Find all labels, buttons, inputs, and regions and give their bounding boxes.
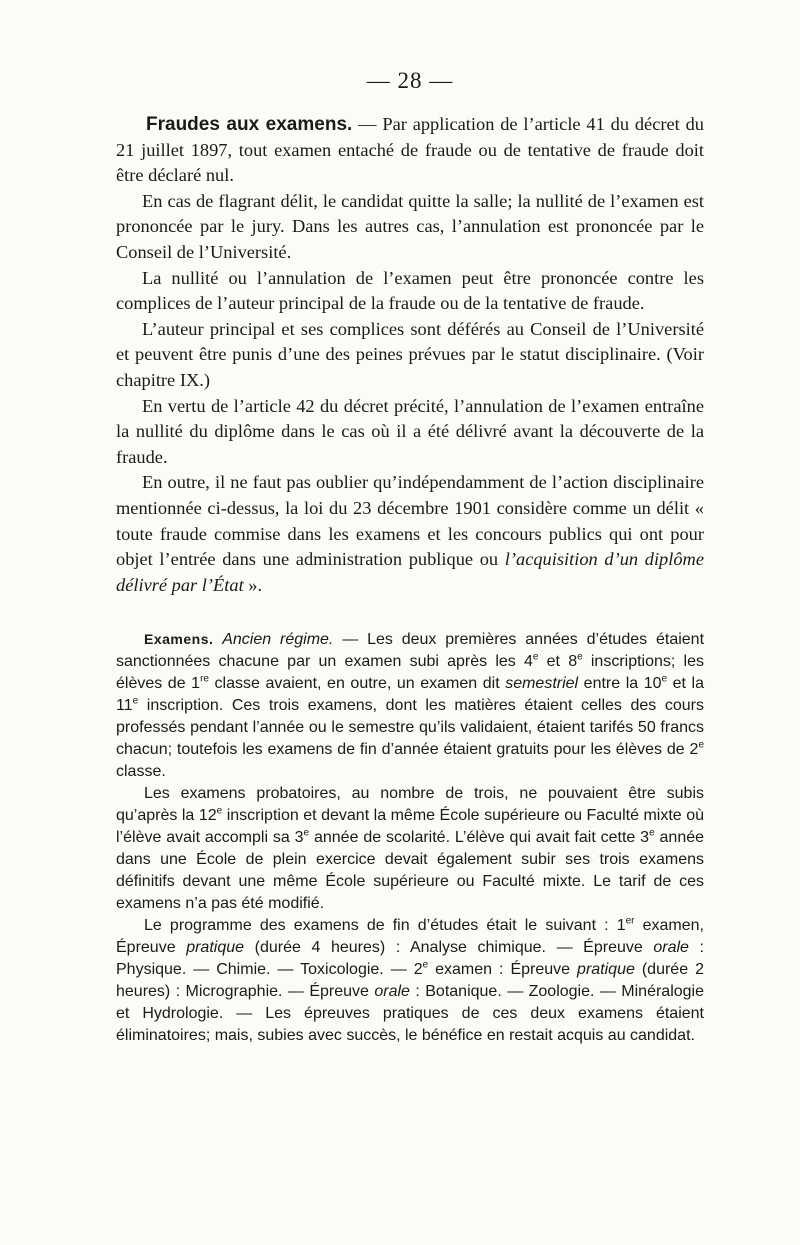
subheading: Ancien régime. <box>222 631 334 649</box>
page-number: — 28 — <box>366 68 454 93</box>
italic-quote: l’acquisition d’un diplôme délivré par l’État <box>116 549 705 595</box>
section-fraudes <box>116 112 704 598</box>
paragraph: L’auteur principal et ses complices sont déférés au Conseil de l’Université et peuvent être punis d’une des peines prévues par le statut disciplinaire. (Voir chapitre IX.) <box>116 318 704 390</box>
paragraph: En outre, il ne faut pas oublier qu’indépendamment de l’action disciplinaire mentionnée ci-dessus, la loi du 23 décembre 1901 considère comme un délit « toute fraude commise dans les examens et les concours publics qui ont pour objet l’entrée dans une administration publique ou l’acquisition d’un diplôme délivré par l’État ». <box>116 472 705 595</box>
paragraph: La nullité ou l’annulation de l’examen peut être prononcée contre les complices de l’auteur principal de la fraude ou de la tentative de fraude. <box>116 267 704 314</box>
paragraph: En cas de flagrant délit, le candidat quitte la salle; la nullité de l’examen est prononcée par le jury. Dans les autres cas, l’annulation est prononcée par le Conseil de l’Université. <box>116 190 704 262</box>
section-heading: Fraudes aux examens. <box>146 114 353 135</box>
paragraph: Les examens probatoires, au nombre de trois, ne pouvaient être subis qu’après la 12e inscription et devant la même École supérieure ou Faculté mixte où l’élève avait accompli sa 3e année de scolarité. L’élève qui avait fait cette 3e année dans une École de plein exercice devait également subir ses trois examens définitifs devant une même École supérieure ou Faculté mixte. Le tarif de ces examens n’a pas été modifié. <box>116 785 705 913</box>
paragraph: En vertu de l’article 42 du décret précité, l’annulation de l’examen entraîne la nullité du diplôme dans le cas où il a été délivré avant la découverte de la fraude. <box>116 395 704 467</box>
section-heading: Examens. <box>144 631 214 648</box>
section-examens <box>116 628 704 1047</box>
paragraph: Fraudes aux examens. — Par application de l’article 41 du décret du 21 juillet 1897, tout examen entaché de fraude ou de tentative de fraude doit être déclaré nul. <box>116 114 704 186</box>
paragraph: Le programme des examens de fin d’études était le suivant : 1er examen, Épreuve pratique (durée 4 heures) : Analyse chimique. — Épreuve orale : Physique. — Chimie. — Toxicologie. — 2e examen : Épreuve pratique (durée 2 heures) : Micrographie. — Épreuve orale : Botanique. — Zoologie. — Minéralogie et Hydrologie. — Les épreuves pratiques de ces deux examens étaient éliminatoires; mais, subies avec succès, le bénéfice en restait acquis au candidat. <box>116 915 705 1045</box>
paragraph: Examens. Ancien régime. — Les deux premières années d’études étaient sanctionnées chacune par un examen subi après les 4e et 8e inscriptions; les élèves de 1re classe avaient, en outre, un examen dit semestriel entre la 10e et la 11e inscription. Ces trois examens, dont les matières étaient celles des cours professés pendant l’année ou le semestre qu’ils validaient, étaient tarifés 50 francs chacun; toutefois les examens de fin d’année étaient gratuits pour les élèves de 2e classe. <box>116 631 705 781</box>
